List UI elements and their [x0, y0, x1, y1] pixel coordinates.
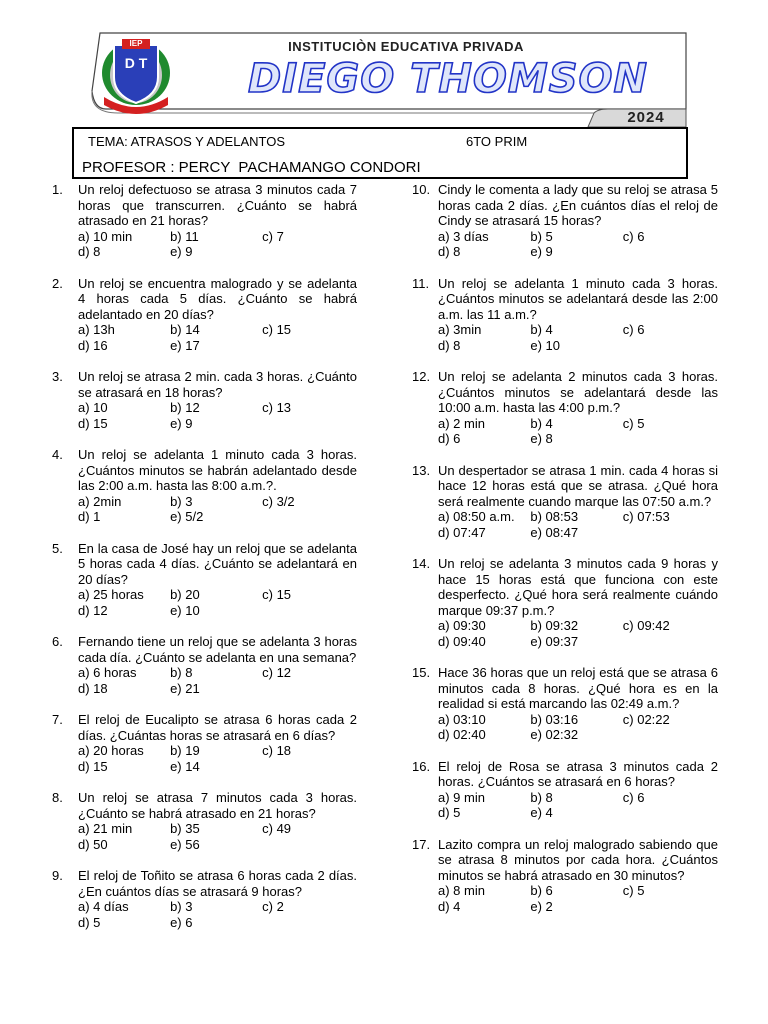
answer-option: e) 6: [170, 914, 193, 930]
answer-option: d) 1: [78, 509, 101, 524]
question-text: Un reloj se adelanta 2 minutos cada 3 horas. ¿Cuántos minutos se adelantará desde las 10:00 a.m. hasta las 4:00 p.m.?: [438, 369, 718, 415]
answer-options: [438, 790, 718, 821]
question-text: Un reloj se adelanta 1 minuto cada 3 horas. ¿Cuántos minutos se habrán adelantado desde las 2:00 a.m. hasta las 8:00 a.m.?.: [78, 447, 357, 493]
answer-options: [438, 509, 718, 540]
answer-options: [78, 899, 357, 930]
answer-option: a) 09:30: [438, 618, 486, 633]
answer-option: b) 35: [170, 821, 200, 836]
topic-label: TEMA: ATRASOS Y ADELANTOS: [88, 134, 285, 149]
answer-options: [78, 322, 357, 353]
question-number: 6.: [52, 634, 63, 649]
answer-option: a) 2 min: [438, 415, 485, 431]
answer-option: b) 8: [530, 789, 553, 805]
answer-option: a) 10: [78, 400, 108, 415]
question-item: [412, 182, 718, 260]
question-text: Lazito compra un reloj malogrado sabiendo que se atrasa 8 minutos por cada hora. ¿Cuántos minutos se habrá atrasado en 30 minutos?: [438, 836, 718, 883]
question-item: [52, 712, 357, 774]
answer-option: c) 6: [622, 789, 645, 805]
question-item: [412, 276, 718, 354]
answer-option: c) 5: [622, 415, 645, 431]
answer-options: [78, 400, 357, 431]
answer-option: e) 10: [530, 337, 561, 353]
answer-options: [438, 618, 718, 649]
answer-option: d) 16: [78, 337, 108, 353]
teacher-label: PROFESOR : PERCY PACHAMANGO CONDORI: [82, 159, 421, 176]
answer-option: b) 20: [170, 587, 200, 602]
question-text: Cindy le comenta a lady que su reloj se atrasa 5 horas cada 2 días. ¿En cuántos días el reloj de Cindy se atrasará 15 horas?: [438, 182, 718, 228]
institution-title: INSTITUCIÒN EDUCATIVA PRIVADA: [288, 39, 524, 54]
answer-option: e) 17: [170, 337, 200, 353]
answer-option: e) 5/2: [170, 509, 204, 524]
answer-option: a) 4 días: [78, 899, 129, 914]
grade-label: 6TO PRIM: [466, 134, 528, 149]
question-text: Un reloj se adelanta 1 minuto cada 3 horas. ¿Cuántos minutos se adelantará desde las 2:00 a.m. las 11 a.m.?: [438, 275, 718, 322]
answer-option: c) 02:22: [622, 711, 670, 727]
answer-option: e) 9: [170, 244, 193, 259]
answer-option: e) 8: [530, 431, 553, 446]
answer-option: e) 2: [530, 898, 553, 914]
answer-options: [78, 494, 357, 525]
answer-option: d) 12: [78, 602, 108, 618]
question-item: [412, 759, 718, 821]
answer-option: a) 21 min: [78, 821, 133, 836]
school-logo-icon: [102, 39, 170, 114]
answer-option: a) 3min: [438, 322, 482, 337]
answer-options: [438, 322, 718, 353]
logo-top-text: IEP: [129, 39, 143, 48]
question-number: 17.: [412, 836, 431, 852]
question-number: 2.: [52, 275, 63, 291]
questions-right-column: [412, 182, 718, 930]
question-item: [52, 182, 357, 260]
answer-option: d) 5: [78, 914, 101, 930]
answer-option: b) 5: [530, 228, 553, 244]
answer-option: a) 20 horas: [78, 743, 144, 758]
school-header: [88, 31, 688, 127]
answer-options: [78, 665, 357, 696]
question-item: [52, 276, 357, 354]
answer-option: a) 9 min: [438, 789, 485, 805]
question-text: Un reloj se atrasa 7 minutos cada 3 horas. ¿Cuánto se habrá atrasado en 21 horas?: [78, 790, 357, 821]
question-number: 11.: [412, 275, 430, 291]
answer-option: d) 8: [438, 244, 461, 259]
question-text: En la casa de José hay un reloj que se adelanta 5 horas cada 4 días. ¿Cuánto se adelantará en 20 días?: [78, 540, 357, 587]
answer-option: e) 10: [170, 602, 200, 618]
school-name: DIEGO THOMSON: [247, 56, 649, 102]
question-text: Un reloj se adelanta 3 minutos cada 9 horas y hace 15 horas está que funciona con este desperfecto. ¿Qué hora será realmente cuándo marque 09:37 p.m.?: [438, 556, 718, 618]
answer-option: a) 8 min: [438, 883, 485, 898]
question-item: [412, 837, 718, 915]
answer-option: e) 14: [170, 758, 200, 774]
question-number: 15.: [412, 665, 431, 680]
answer-options: [78, 587, 357, 618]
question-text: El reloj de Toñito se atrasa 6 horas cada 2 días. ¿En cuántos días se atrasará 9 horas?: [78, 868, 357, 899]
question-number: 10.: [412, 182, 431, 197]
answer-option: a) 10 min: [78, 228, 133, 244]
question-item: [412, 369, 718, 447]
answer-option: c) 3/2: [262, 493, 295, 509]
question-number: 3.: [52, 369, 63, 384]
answer-option: d) 8: [78, 244, 101, 259]
question-item: [52, 790, 357, 852]
answer-option: c) 07:53: [622, 509, 670, 524]
answer-option: d) 09:40: [438, 633, 486, 649]
answer-option: e) 9: [530, 244, 553, 259]
answer-option: b) 3: [170, 899, 193, 914]
answer-options: [78, 821, 357, 852]
question-item: [52, 369, 357, 431]
answer-option: b) 08:53: [530, 509, 579, 524]
answer-option: c) 6: [622, 322, 645, 337]
question-item: [412, 556, 718, 649]
question-item: [52, 868, 357, 930]
answer-option: a) 03:10: [438, 711, 486, 727]
answer-option: c) 15: [262, 322, 292, 337]
answer-option: b) 12: [170, 400, 200, 415]
answer-options: [78, 229, 357, 260]
answer-option: c) 15: [262, 587, 292, 602]
answer-option: d) 15: [78, 758, 108, 774]
question-number: 14.: [412, 556, 431, 571]
question-number: 12.: [412, 369, 431, 384]
answer-option: c) 13: [262, 400, 292, 415]
question-item: [412, 665, 718, 743]
answer-option: e) 4: [530, 805, 553, 820]
info-box: [72, 127, 688, 179]
questions-left-column: [52, 182, 357, 930]
answer-option: b) 19: [170, 743, 200, 758]
answer-option: b) 11: [170, 228, 199, 244]
answer-option: b) 09:32: [530, 618, 579, 633]
answer-option: a) 08:50 a.m.: [438, 509, 515, 524]
question-number: 16.: [412, 758, 431, 774]
answer-option: c) 5: [622, 883, 645, 898]
answer-option: d) 8: [438, 337, 461, 353]
question-number: 4.: [52, 447, 63, 462]
question-text: Un reloj se encuentra malogrado y se adelanta 4 horas cada 5 días. ¿Cuánto se habrá adelantado en 20 días?: [78, 275, 357, 322]
answer-option: d) 50: [78, 836, 108, 852]
question-text: Fernando tiene un reloj que se adelanta 3 horas cada día. ¿Cuánto se adelanta en una semana?: [78, 634, 357, 665]
question-text: El reloj de Eucalipto se atrasa 6 horas cada 2 días. ¿Cuántas horas se atrasará en 6 días?: [78, 712, 357, 743]
year-label: 2024: [627, 109, 665, 126]
answer-option: e) 08:47: [530, 524, 579, 540]
answer-option: a) 25 horas: [78, 587, 144, 602]
answer-options: [438, 229, 718, 260]
answer-option: b) 8: [170, 665, 193, 680]
answer-option: e) 02:32: [530, 727, 579, 742]
answer-option: a) 2min: [78, 493, 122, 509]
answer-option: b) 03:16: [530, 711, 579, 727]
answer-option: b) 14: [170, 322, 200, 337]
question-text: Un despertador se atrasa 1 min. cada 4 horas si hace 12 horas está que se atrasa. ¿Qué hora será realmente cuando marque las 07:50 a.m.?: [438, 462, 718, 509]
question-item: [52, 634, 357, 696]
answer-option: e) 09:37: [530, 633, 579, 649]
question-item: [52, 541, 357, 619]
answer-option: c) 18: [262, 743, 292, 758]
question-number: 8.: [52, 790, 63, 805]
answer-options: [438, 416, 718, 447]
answer-option: c) 49: [262, 821, 292, 836]
answer-options: [438, 883, 718, 914]
question-text: Hace 36 horas que un reloj está que se atrasa 6 minutos cada 8 horas. ¿Qué hora es en la realidad si está marcando las 02:49 a.m.?: [438, 665, 718, 711]
question-text: Un reloj se atrasa 2 min. cada 3 horas. ¿Cuánto se atrasará en 18 horas?: [78, 369, 357, 400]
answer-option: d) 5: [438, 805, 461, 820]
answer-option: c) 12: [262, 665, 292, 680]
answer-options: [78, 743, 357, 774]
answer-option: a) 3 días: [438, 228, 489, 244]
answer-option: d) 15: [78, 415, 108, 431]
question-number: 13.: [412, 462, 431, 478]
answer-option: d) 4: [438, 898, 461, 914]
answer-options: [438, 712, 718, 743]
logo-letters: D T: [124, 55, 148, 71]
question-item: [52, 447, 357, 525]
answer-option: d) 6: [438, 431, 461, 446]
question-text: Un reloj defectuoso se atrasa 3 minutos cada 7 horas que transcurren. ¿Cuánto se habrá atrasado en 21 horas?: [78, 182, 357, 228]
answer-option: b) 6: [530, 883, 553, 898]
question-text: El reloj de Rosa se atrasa 3 minutos cada 2 horas. ¿Cuántos se atrasará en 6 horas?: [438, 758, 718, 789]
question-number: 9.: [52, 868, 63, 883]
answer-option: a) 6 horas: [78, 665, 137, 680]
answer-option: a) 13h: [78, 322, 115, 337]
answer-option: e) 21: [170, 680, 200, 696]
answer-option: e) 56: [170, 836, 200, 852]
answer-option: c) 09:42: [622, 618, 670, 633]
question-number: 5.: [52, 540, 63, 556]
answer-option: c) 2: [262, 899, 284, 914]
answer-option: d) 18: [78, 680, 108, 696]
question-item: [412, 463, 718, 541]
answer-option: b) 4: [530, 415, 553, 431]
question-number: 7.: [52, 712, 63, 727]
answer-option: b) 3: [170, 493, 193, 509]
answer-option: d) 02:40: [438, 727, 486, 742]
answer-option: b) 4: [530, 322, 553, 337]
answer-option: c) 7: [262, 228, 284, 244]
answer-option: e) 9: [170, 415, 193, 431]
answer-option: d) 07:47: [438, 524, 486, 540]
answer-option: c) 6: [622, 228, 645, 244]
question-number: 1.: [52, 182, 63, 197]
